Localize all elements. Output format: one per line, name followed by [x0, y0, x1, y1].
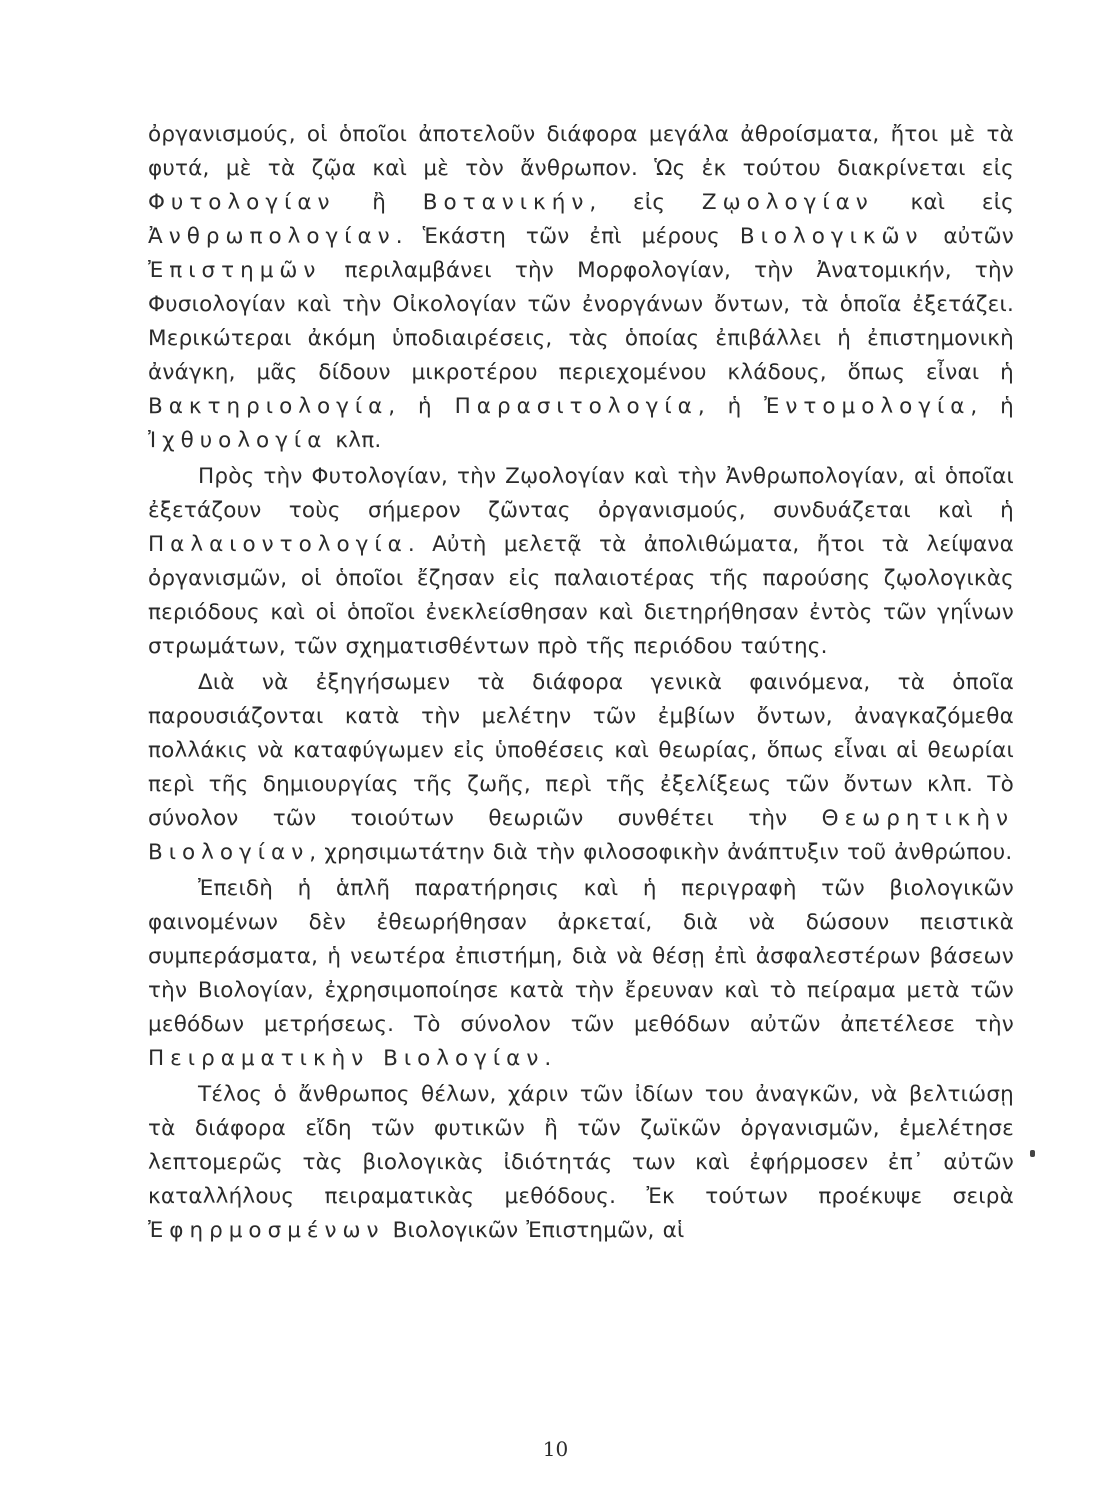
- paragraph: [148, 1078, 1014, 1248]
- spaced-term: Παρασιτολογία: [454, 394, 698, 419]
- text-run: αὐτῶν: [923, 224, 1014, 249]
- text-run: Πρὸς τὴν Φυτολογίαν, τὴν Ζῳολογίαν καὶ τὴν Ἀνθρωπολογίαν, αἱ ὁποῖαι ἐξετάζουν τοὺς σήμερον ζῶντας ὀργανισμούς, συνδυάζεται καὶ ἡ: [148, 464, 1014, 523]
- text-run: , χρησιμωτάτην διὰ τὴν φιλοσοφικὴν ἀνάπτυξιν τοῦ ἀνθρώπου.: [309, 840, 1013, 865]
- spaced-term: Πειραματικὴν Βιολογίαν: [148, 1046, 545, 1071]
- text-run: ὀργανισμούς, οἱ ὁποῖοι ἀποτελοῦν διάφορα μεγάλα ἀθροίσματα, ἤτοι μὲ τὰ φυτά, μὲ τὰ ζῷα καὶ μὲ τὸν ἄνθρωπον. Ὡς ἐκ τούτου διακρίνεται εἰς: [148, 122, 1014, 181]
- paragraph: [148, 460, 1014, 664]
- text-run: , ἡ: [697, 394, 765, 419]
- scan-speck: [1030, 1150, 1035, 1157]
- text-run: , ἡ: [388, 394, 455, 419]
- text-run: περιλαμβάνει τὴν Μορφολογίαν, τὴν Ἀνατομικήν, τὴν Φυσιολογίαν καὶ τὴν Οἰκολογίαν τῶν ἐνοργάνων ὄντων, τὰ ὁποῖα ἐξετάζει. Μερικώτεραι ἀκόμη ὑποδιαιρέσεις, τὰς ὁποίας ἐπιβάλλει ἡ ἐπιστημονικὴ ἀνάγκη, μᾶς δίδουν μικροτέρου περιεχομένου κλάδους, ὅπως εἶναι ἡ: [148, 258, 1014, 385]
- text-run: κλπ.: [327, 428, 382, 453]
- spaced-term: Βακτηριολογία: [148, 394, 389, 419]
- spaced-term: Θεωρητικὴν Βιολογίαν: [148, 806, 1014, 865]
- spaced-term: Βιολογικῶν: [739, 224, 924, 249]
- spaced-term: Ἀνθρωπολογίαν: [148, 224, 396, 249]
- text-run: καὶ εἰς: [873, 190, 1015, 215]
- spaced-term: Ἐφηρμοσμένων: [148, 1218, 385, 1243]
- text-run: . Ἑκάστη τῶν ἐπὶ μέρους: [395, 224, 740, 249]
- text-run: , ἡ: [970, 394, 1015, 419]
- spaced-term: Φυτολογίαν: [148, 190, 336, 215]
- body-text: [148, 118, 1014, 1248]
- paragraph: [148, 872, 1014, 1076]
- spaced-term: Ἐντομολογία: [764, 394, 971, 419]
- spaced-term: Ἐπιστημῶν: [148, 258, 322, 283]
- text-run: Βιολογικῶν Ἐπιστημῶν, αἱ: [384, 1218, 685, 1243]
- text-run: Ἐπειδὴ ἡ ἁπλῆ παρατήρησις καὶ ἡ περιγραφὴ τῶν βιολογικῶν φαινομένων δὲν ἐθεωρήθησαν ἀρκεταί, διὰ νὰ δώσουν πειστικὰ συμπεράσματα, ἡ νεωτέρα ἐπιστήμη, διὰ νὰ θέσῃ ἐπὶ ἀσφαλεστέρων βάσεων τὴν Βιολογίαν, ἐχρησιμοποίησε κατὰ τὴν ἔρευναν καὶ τὸ πείραμα μετὰ τῶν μεθόδων μετρήσεως. Τὸ σύνολον τῶν μεθόδων αὐτῶν ἀπετέλεσε τὴν: [148, 876, 1014, 1037]
- spaced-term: Ἰχθυολογία: [148, 428, 328, 453]
- text-run: Διὰ νὰ ἐξηγήσωμεν τὰ διάφορα γενικὰ φαινόμενα, τὰ ὁποῖα παρουσιάζονται κατὰ τὴν μελέτην τῶν ἐμβίων ὄντων, ἀναγκαζόμεθα πολλάκις νὰ καταφύγωμεν εἰς ὑποθέσεις καὶ θεωρίας, ὅπως εἶναι αἱ θεωρίαι περὶ τῆς δημιουργίας τῆς ζωῆς, περὶ τῆς ἐξελίξεως τῶν ὄντων κλπ. Τὸ σύνολον τῶν τοιούτων θεωριῶν συνθέτει τὴν: [148, 670, 1014, 831]
- spaced-term: Ζῳολογίαν: [701, 190, 874, 215]
- spaced-term: Παλαιοντολογία: [148, 532, 408, 557]
- text-run: . Αὐτὴ μελετᾷ τὰ ἀπολιθώματα, ἤτοι τὰ λείψανα ὀργανισμῶν, οἱ ὁποῖοι ἔζησαν εἰς παλαιοτέρας τῆς παρούσης ζῳολογικὰς περιόδους καὶ οἱ ὁποῖοι ἐνεκλείσθησαν καὶ διετηρήθησαν ἐντὸς τῶν γηΐνων στρωμάτων, τῶν σχηματισθέντων πρὸ τῆς περιόδου ταύτης.: [148, 532, 1014, 659]
- page-number: 10: [542, 1437, 569, 1461]
- spaced-term: Βοτανικήν: [422, 190, 590, 215]
- text-run: , εἰς: [589, 190, 702, 215]
- paragraph: [148, 118, 1014, 458]
- paragraph: [148, 666, 1014, 870]
- text-run: Τέλος ὁ ἄνθρωπος θέλων, χάριν τῶν ἰδίων του ἀναγκῶν, νὰ βελτιώσῃ τὰ διάφορα εἴδη τῶν φυτικῶν ἢ τῶν ζωϊκῶν ὀργανισμῶν, ἐμελέτησε λεπτομερῶς τὰς βιολογικὰς ἰδιότητάς των καὶ ἐφήρμοσεν ἐπ᾽ αὐτῶν καταλλήλους πειραματικὰς μεθόδους. Ἐκ τούτων προέκυψε σειρὰ: [148, 1082, 1014, 1209]
- text-run: .: [544, 1046, 552, 1071]
- text-run: ἢ: [335, 190, 423, 215]
